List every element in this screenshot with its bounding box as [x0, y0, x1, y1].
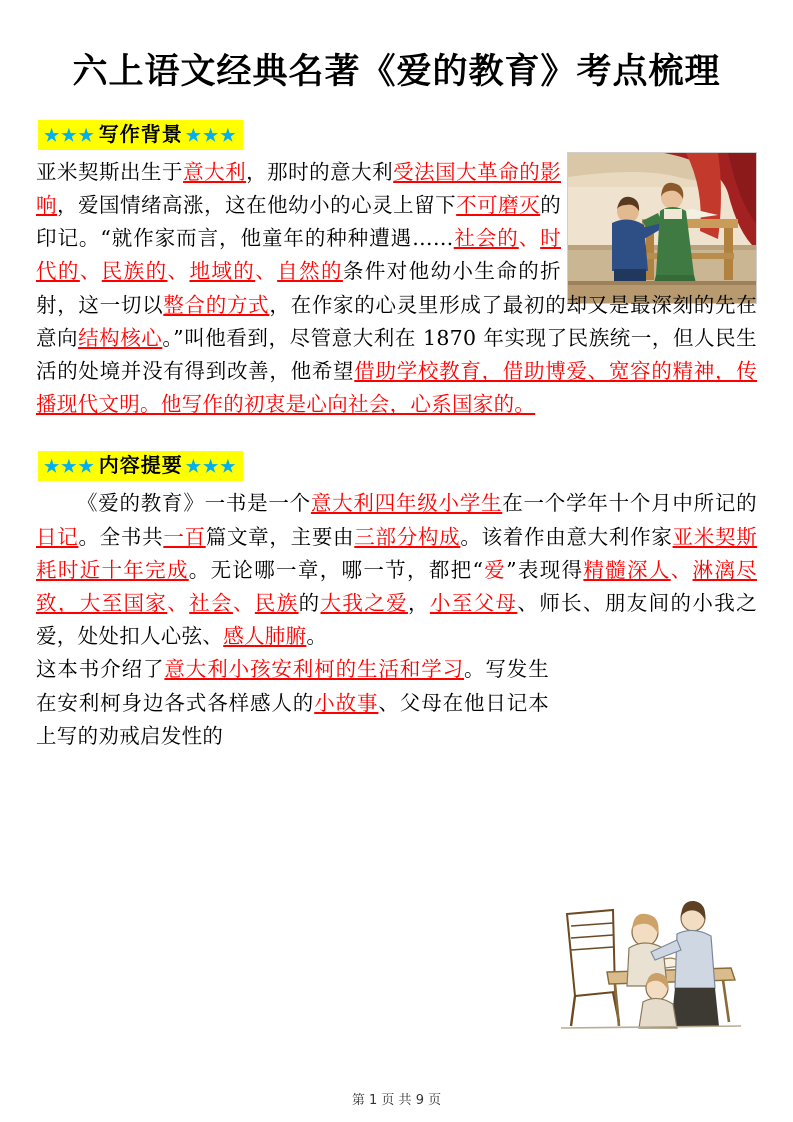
family-illustration — [553, 880, 749, 1032]
content-summary-1-run-0: 《爱的教育》一书是一个 — [77, 491, 311, 516]
writing-background-run-5: 不可磨灭 — [456, 192, 541, 217]
writing-background-run-0: 亚米契斯出生于 — [36, 159, 184, 184]
writing-background-run-6: 的印记。“就作家而言，他童年的种种遭遇…… — [36, 192, 561, 251]
writing-background-run-4: ，爱国情绪高涨，这在他幼小的心灵上留下 — [57, 192, 457, 217]
stars-right-icon: ★★★ — [185, 125, 238, 146]
content-summary-2-run-2: 。写发生在安利柯身边各式各样感人的 — [36, 657, 549, 715]
content-summary-1-run-4: 。全书共 — [78, 524, 164, 549]
content-summary-2-run-3: 小故事 — [314, 690, 379, 715]
page-footer — [0, 1089, 793, 1108]
content-summary-1-run-12: ”表现得 — [506, 557, 584, 582]
writing-background-run-14: 、 — [255, 259, 278, 284]
writing-background-run-1: 意大利 — [183, 159, 247, 184]
content-summary-1-run-8: 。该着作由意大利作家 — [460, 524, 673, 549]
content-summary-2-run-0: 这本书介绍了 — [36, 657, 165, 682]
family-illustration-graphic — [553, 880, 749, 1032]
content-summary-1-run-23: 小至父母 — [429, 590, 518, 615]
content-summary-1-run-6: 篇文章，主要由 — [205, 524, 355, 549]
writing-background-run-9: 时代的 — [36, 226, 561, 284]
content-summary-1-run-9: 亚米契斯耗时近十年完成 — [36, 524, 757, 582]
writing-background-run-3: 受法国大革命的影响 — [36, 159, 562, 217]
writing-background-run-10: 、 — [79, 259, 102, 284]
content-summary-1-run-20: 的 — [298, 590, 321, 615]
writing-background-run-20: 。”叫他看到，尽管意大利在 1870 年实现了民族统一，但人民生活的处境并没有得到改善，他希望 — [36, 325, 757, 383]
stars-left-icon: ★★★ — [44, 125, 96, 146]
content-summary-1-run-11: 爱 — [483, 557, 507, 582]
stars-left-icon: ★★★ — [44, 457, 96, 478]
section-content-summary — [36, 451, 757, 753]
content-summary-1-run-1: 意大利四年级小学生 — [310, 491, 503, 516]
content-summary-1-run-5: 一百 — [163, 524, 206, 549]
section-heading-label: 内容提要 — [98, 453, 183, 478]
content-summary-1-run-25: 感人肺腑 — [223, 624, 307, 649]
writing-background-run-18: ，在作家的心灵里形成了最初的却又是最深刻的先在意向 — [36, 292, 757, 350]
paragraph-content-summary-1 — [36, 487, 757, 653]
content-summary-1-run-15: 淋漓尽致，大至国家 — [36, 557, 757, 615]
section-writing-background — [36, 120, 757, 422]
writing-background-run-17: 整合的方式 — [163, 292, 270, 317]
background-image-wrap — [561, 120, 757, 278]
writing-background-run-12: 、 — [167, 259, 190, 284]
writing-background-run-8: 、 — [518, 226, 541, 251]
page-footer-text: 第 1 页 共 9 页 — [351, 1093, 442, 1108]
content-summary-1-run-21: 大我之爱 — [320, 590, 408, 615]
content-summary-1-run-26: 。 — [306, 624, 328, 649]
writing-background-run-11: 民族的 — [101, 259, 168, 284]
content-summary-1-run-18: 、 — [232, 590, 255, 615]
writing-background-run-13: 地域的 — [189, 259, 256, 284]
content-summary-1-run-24: 、师长、朋友间的小我之爱，处处扣人心弦、 — [36, 590, 757, 649]
content-summary-1-run-13: 精髓深人 — [583, 557, 671, 582]
content-summary-1-run-10: 。无论哪一章，哪一节，都把“ — [188, 557, 484, 582]
page-title: 六上语文经典名著《爱的教育》考点梳理 — [72, 51, 721, 92]
stars-right-icon: ★★★ — [185, 457, 238, 478]
writing-background-run-21: 借助学校教育，借助博爱、宽容的精神，传播现代文明。他写作的初衷是心向社会，心系国家的。 — [36, 358, 758, 417]
section-heading-content-summary — [38, 451, 243, 481]
writing-background-run-15: 自然的 — [277, 259, 343, 284]
content-summary-1-run-22: ， — [408, 590, 430, 615]
content-summary-1-run-3: 日记 — [36, 524, 79, 549]
content-summary-2-run-1: 意大利小孩安利柯的生活和学习 — [164, 657, 464, 682]
section-heading-writing-background — [38, 120, 243, 150]
content-summary-1-run-16: 、 — [167, 590, 190, 615]
content-summary-2-run-4: 、父母在他日记本上写的劝戒启发性的 — [36, 690, 549, 748]
content-summary-1-run-17: 社会 — [189, 590, 233, 615]
writing-background-run-19: 结构核心 — [78, 325, 163, 350]
content-summary-1-run-2: 在一个学年十个月中所记的 — [502, 491, 757, 516]
content-summary-1-run-7: 三部分构成 — [354, 524, 461, 549]
writing-background-run-7: 社会的 — [453, 226, 519, 251]
content-summary-1-run-14: 、 — [670, 557, 693, 582]
writing-background-run-16: 条件对他幼小生命的折射，这一切以 — [36, 259, 561, 317]
section-heading-label: 写作背景 — [98, 121, 183, 146]
content-summary-1-run-19: 民族 — [254, 590, 299, 615]
writing-background-run-2: ，那时的意大利 — [246, 159, 394, 184]
summary-image-wrap — [549, 653, 757, 773]
